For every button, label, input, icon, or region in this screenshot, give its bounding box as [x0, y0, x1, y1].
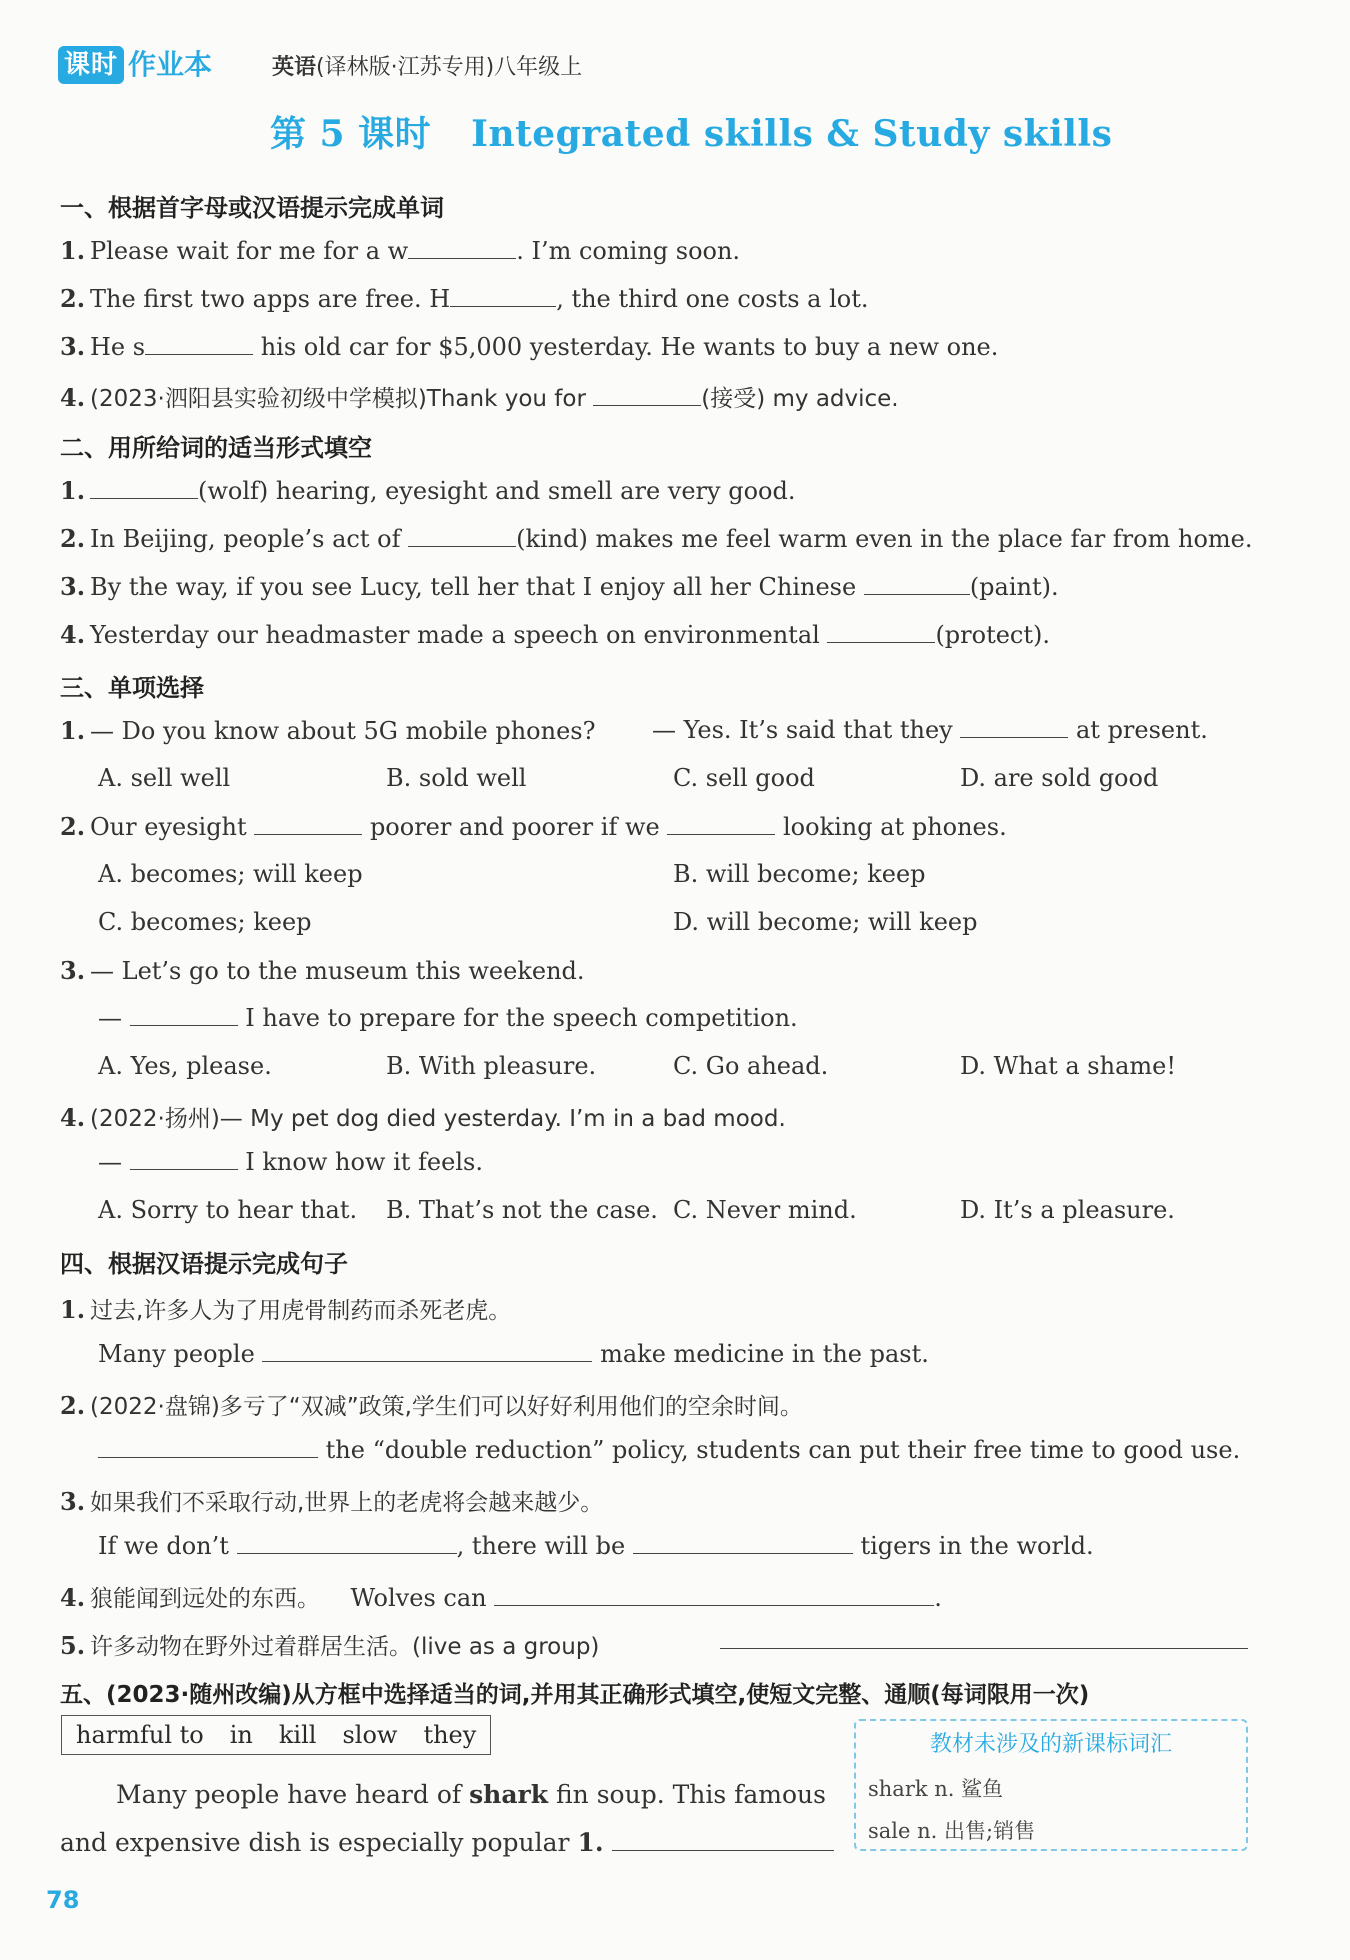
part3-q3: 3. — Let’s go to the museum this weekend. — [60, 956, 585, 985]
part4-q2: the “double reduction” policy, students can put their free time to good use. — [98, 1436, 1240, 1464]
answer-blank[interactable] — [408, 238, 516, 259]
page-number: 78 — [46, 1886, 80, 1914]
part3-q1: 1. — Do you know about 5G mobile phones? — [60, 716, 596, 745]
answer-blank[interactable] — [262, 1341, 592, 1362]
part3-q4: 4. (2022·扬州)— My pet dog died yesterday. I’m in a bad mood. — [60, 1103, 786, 1132]
part4-q1-prompt: 1. 过去,许多人为了用虎骨制药而杀死老虎。 — [60, 1295, 512, 1324]
answer-blank[interactable] — [130, 1149, 238, 1170]
book-info: 英语(译林版·江苏专用)八年级上 — [272, 55, 583, 80]
part1-q2: 2. The first two apps are free. H , the third one costs a lot. — [60, 284, 869, 313]
part2-q2: 2. In Beijing, people’s act of (kind) makes me feel warm even in the place far from home. — [60, 524, 1253, 553]
section-1-heading: 一、根据首字母或汉语提示完成单词 — [60, 194, 444, 222]
part3-q2: 2. Our eyesight poorer and poorer if we looking at phones. — [60, 812, 1007, 841]
word-box — [61, 1715, 491, 1755]
word-box-item: they — [423, 1721, 477, 1749]
option-c[interactable]: C. Never mind. — [673, 1196, 857, 1224]
part4-q2-prompt: 2. (2022·盘锦)多亏了“双减”政策,学生们可以好好利用他们的空余时间。 — [60, 1391, 803, 1420]
answer-blank[interactable] — [494, 1585, 934, 1606]
answer-blank[interactable] — [667, 814, 775, 835]
option-a[interactable]: A. Yes, please. — [98, 1052, 272, 1080]
passage-line-1: Many people have heard of shark fin soup. This famous — [116, 1780, 826, 1809]
answer-blank[interactable] — [612, 1830, 834, 1851]
option-c[interactable]: C. sell good — [673, 764, 815, 792]
lesson-number: 第 5 课时 — [270, 113, 432, 155]
answer-blank[interactable] — [408, 526, 516, 547]
brand-box: 课时 — [58, 46, 124, 84]
part1-q1: 1. Please wait for me for a w . I’m coming soon. — [60, 236, 741, 265]
part3-q3-reply: — I have to prepare for the speech competition. — [98, 1004, 798, 1032]
part4-q4: 4. 狼能闻到远处的东西。 Wolves can . — [60, 1583, 942, 1612]
option-c[interactable]: C. becomes; keep — [98, 908, 312, 936]
option-a[interactable]: A. sell well — [98, 764, 231, 792]
answer-blank[interactable] — [145, 334, 253, 355]
section-2-heading: 二、用所给词的适当形式填空 — [60, 434, 372, 462]
word-box-item: kill — [278, 1721, 317, 1749]
part4-q1: Many people make medicine in the past. — [98, 1340, 929, 1368]
part4-q5: 5. 许多动物在野外过着群居生活。(live as a group) — [60, 1631, 600, 1660]
lesson-topic: Integrated skills & Study skills — [471, 113, 1113, 155]
brand-text: 作业本 — [128, 48, 213, 81]
answer-blank[interactable] — [960, 717, 1068, 738]
part3-q1-answer: — Yes. It’s said that they at present. — [652, 716, 1208, 744]
vocab-item: shark n. 鲨鱼 — [868, 1777, 1004, 1801]
option-b[interactable]: B. sold well — [386, 764, 527, 792]
part4-q3-prompt: 3. 如果我们不采取行动,世界上的老虎将会越来越少。 — [60, 1487, 604, 1516]
option-d[interactable]: D. are sold good — [960, 764, 1159, 792]
brand-logo — [58, 44, 212, 86]
part3-q4-reply: — I know how it feels. — [98, 1148, 483, 1176]
vocab-title: 教材未涉及的新课标词汇 — [929, 1732, 1172, 1757]
vocab-box — [854, 1719, 1248, 1851]
vocab-item: sale n. 出售;销售 — [868, 1819, 1036, 1843]
lesson-title — [270, 106, 1112, 157]
part2-q3: 3. By the way, if you see Lucy, tell her that I enjoy all her Chinese (paint). — [60, 572, 1059, 601]
answer-blank[interactable] — [827, 622, 935, 643]
part1-q3: 3. He s his old car for $5,000 yesterday. He wants to buy a new one. — [60, 332, 999, 361]
answer-blank[interactable] — [450, 286, 556, 307]
option-d[interactable]: D. What a shame! — [960, 1052, 1176, 1080]
part4-q3: If we don’t , there will be tigers in the world. — [98, 1532, 1094, 1560]
word-box-item: slow — [342, 1721, 398, 1749]
word-box-item: harmful to — [76, 1721, 204, 1749]
passage-line-2: and expensive dish is especially popular 1. — [60, 1828, 834, 1857]
part2-q1: 1. (wolf) hearing, eyesight and smell are very good. — [60, 476, 796, 505]
answer-blank[interactable] — [593, 385, 701, 406]
option-a[interactable]: A. becomes; will keep — [98, 860, 363, 888]
answer-blank[interactable] — [130, 1005, 238, 1026]
part2-q4: 4. Yesterday our headmaster made a speech on environmental (protect). — [60, 620, 1051, 649]
option-b[interactable]: B. With pleasure. — [386, 1052, 597, 1080]
option-a[interactable]: A. Sorry to hear that. — [98, 1196, 358, 1224]
section-3-heading: 三、单项选择 — [60, 674, 204, 702]
option-c[interactable]: C. Go ahead. — [673, 1052, 829, 1080]
answer-blank[interactable] — [98, 1437, 318, 1458]
section-5-heading: 五、(2023·随州改编)从方框中选择适当的词,并用其正确形式填空,使短文完整、通顺(每词限用一次) — [60, 1682, 1090, 1708]
option-d[interactable]: D. It’s a pleasure. — [960, 1196, 1175, 1224]
answer-blank[interactable] — [633, 1533, 853, 1554]
option-b[interactable]: B. That’s not the case. — [386, 1196, 658, 1224]
answer-blank[interactable] — [237, 1533, 457, 1554]
answer-blank[interactable] — [90, 478, 198, 499]
word-box-item: in — [229, 1721, 253, 1749]
option-b[interactable]: B. will become; keep — [673, 860, 926, 888]
section-4-heading: 四、根据汉语提示完成句子 — [60, 1250, 348, 1278]
answer-blank[interactable] — [254, 814, 362, 835]
option-d[interactable]: D. will become; will keep — [673, 908, 978, 936]
answer-blank[interactable] — [720, 1646, 1248, 1649]
answer-blank[interactable] — [864, 574, 970, 595]
part1-q4: 4. (2023·泗阳县实验初级中学模拟)Thank you for (接受) my advice. — [60, 383, 899, 412]
